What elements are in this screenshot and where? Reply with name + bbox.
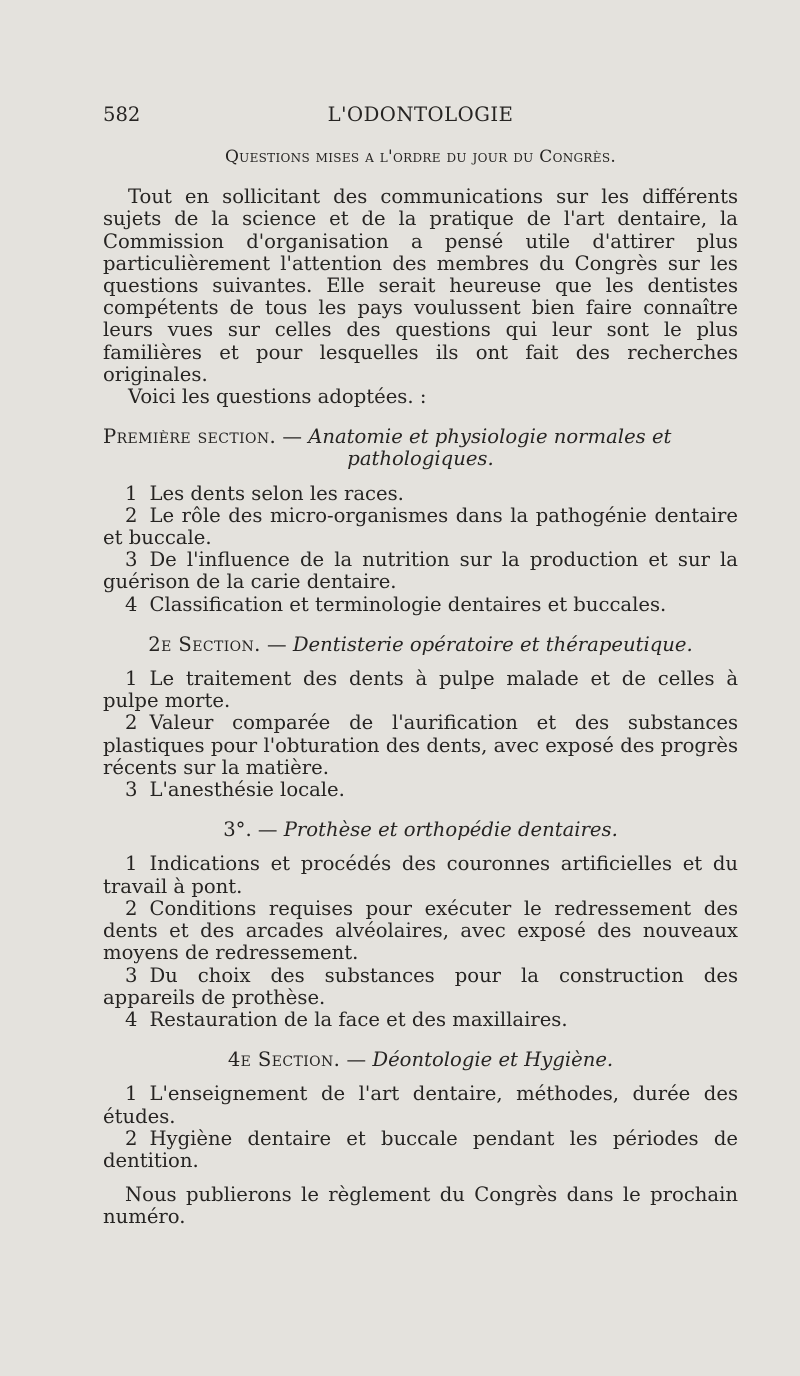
list-item [103, 1009, 738, 1031]
item-text: Du choix des substances pour la construction des appareils de prothèse. [103, 963, 738, 1009]
list-item [103, 965, 738, 1009]
article-heading: Questions mises a l'ordre du jour du Congrès. [224, 147, 617, 167]
running-header [103, 104, 738, 132]
item-number: 1 [125, 1082, 138, 1106]
section-title: Anatomie et physiologie normales et [308, 425, 672, 449]
item-text: Hygiène dentaire et buccale pendant les périodes de dentition. [103, 1126, 738, 1172]
section-heading-2 [103, 634, 738, 656]
section-dash: — [276, 425, 309, 449]
section-title: Déontologie et Hygiène. [372, 1048, 614, 1072]
list-item [103, 712, 738, 779]
list-item [103, 668, 738, 712]
list-item [103, 779, 738, 801]
list-item [103, 1083, 738, 1127]
item-text: Restauration de la face et des maxillaires. [149, 1007, 568, 1031]
section-title: Prothèse et orthopédie dentaires. [283, 818, 618, 842]
item-text: Le traitement des dents à pulpe malade et de celles à pulpe morte. [103, 667, 738, 713]
item-text: Le rôle des micro-organismes dans la pathogénie dentaire et buccale. [103, 503, 738, 550]
list-item [103, 483, 738, 505]
item-number: 2 [125, 503, 138, 527]
item-number: 1 [125, 481, 138, 505]
item-number: 4 [125, 1007, 138, 1031]
section-label: 3°. [223, 818, 252, 842]
item-text: Conditions requises pour exécuter le redressement des dents et des arcades alvéolaires, avec exposé des nouveaux moyens de redressement. [103, 896, 738, 965]
page-number: 582 [103, 103, 141, 126]
closing-paragraph: Nous publierons le règlement du Congrès dans le prochain numéro. [103, 1183, 738, 1229]
item-number: 4 [125, 592, 138, 616]
item-text: De l'influence de la nutrition sur la production et sur la guérison de la carie dentaire. [103, 548, 738, 594]
section-label: 2e Section. [148, 632, 261, 656]
section-title: Dentisterie opératoire et thérapeutique. [292, 632, 693, 656]
item-text: L'enseignement de l'art dentaire, méthodes, durée des études. [103, 1082, 738, 1128]
section-dash: — [260, 632, 293, 656]
page-content [103, 104, 738, 1229]
item-text: Indications et procédés des couronnes artificielles et du travail à pont. [103, 852, 738, 898]
list-item [103, 1128, 738, 1172]
list-item [103, 505, 738, 549]
list-item [103, 549, 738, 593]
item-text: Classification et terminologie dentaires et buccales. [149, 592, 667, 616]
item-number: 3 [125, 548, 138, 572]
item-number: 2 [125, 1126, 138, 1150]
item-number: 3 [125, 963, 138, 987]
list-item [103, 853, 738, 897]
section-heading-1 [103, 426, 738, 470]
section-heading-3 [103, 819, 738, 841]
item-text: Les dents selon les races. [149, 481, 404, 505]
item-text: L'anesthésie locale. [149, 778, 345, 802]
item-number: 2 [125, 711, 138, 735]
item-number: 1 [125, 667, 138, 691]
intro-lead: Voici les questions adoptées. : [128, 385, 427, 409]
list-item [103, 594, 738, 616]
section-dash: — [340, 1048, 373, 1072]
section-dash: — [251, 818, 284, 842]
item-number: 1 [125, 852, 138, 876]
list-item [103, 898, 738, 965]
section-title-continued: pathologiques. [347, 447, 494, 471]
item-number: 3 [125, 778, 138, 802]
item-number: 2 [125, 896, 138, 920]
intro-paragraph: Tout en sollicitant des communications sur les différents sujets de la science et de la pratique de l'art dentaire, la Commission d'organisation a pensé utile d'attirer plus particulièrement l'attention des membres du Congrès sur les questions suivantes. Elle serait heureuse que les dentistes compétents de tous les pays voulussent bien faire connaître leurs vues sur celles des questions qui leur sont le plus familières et pour lesquelles ils ont fait des recherches originales. [103, 185, 738, 386]
section-label: Première section. [103, 425, 277, 449]
running-title: L'ODONTOLOGIE [327, 103, 514, 126]
item-text: Valeur comparée de l'aurification et des substances plastiques pour l'obturation des dents, avec exposé des progrès récents sur la matière. [103, 711, 738, 779]
section-label: 4e Section. [227, 1048, 341, 1072]
section-heading-4 [103, 1049, 738, 1071]
